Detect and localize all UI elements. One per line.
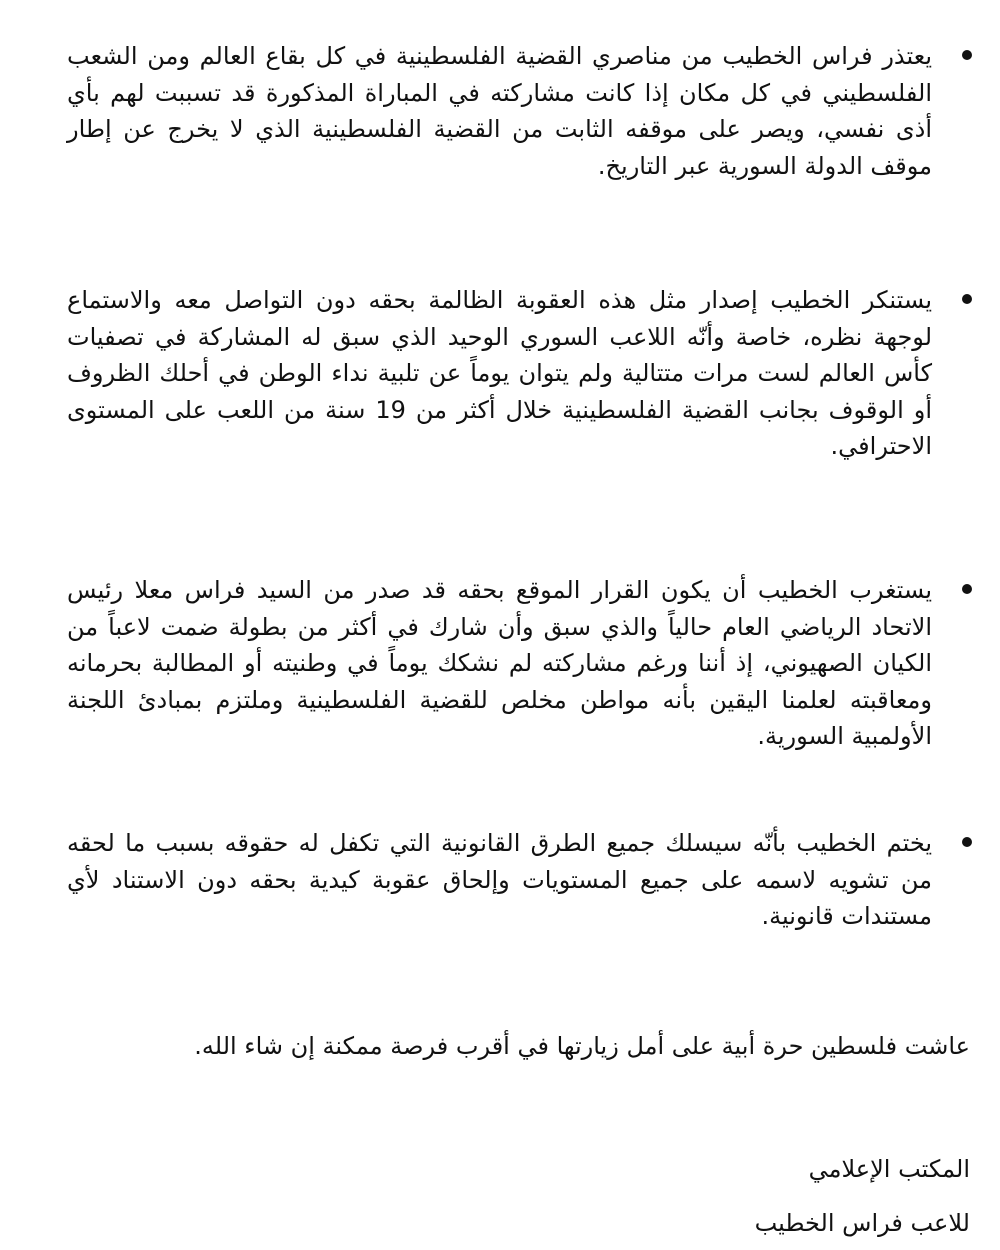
signature-office: المكتب الإعلامي bbox=[808, 1155, 970, 1183]
bullet-text: يعتذر فراس الخطيب من مناصري القضية الفلسطينية في كل بقاع العالم ومن الشعب الفلسطيني في كل مكان إذا كانت مشاركته في المباراة المذكورة قد تسببت لهم بأي أذى نفسي، ويصر على موقفه الثابت من القضية الفلسطينية الذي لا يخرج عن إطار موقف الدولة السورية عبر التاريخ. bbox=[67, 42, 932, 180]
statement-bullet-apology bbox=[67, 38, 932, 184]
bullet-dot-icon bbox=[962, 837, 972, 847]
signature-player: للاعب فراس الخطيب bbox=[754, 1209, 970, 1237]
bullet-text: يستنكر الخطيب إصدار مثل هذه العقوبة الظالمة بحقه دون التواصل معه والاستماع لوجهة نظره، خاصة وأنّه اللاعب السوري الوحيد الذي سبق له المشاركة في تصفيات كأس العالم لست مرات متتالية ولم يتوان يوماً عن تلبية نداء الوطن في أحلك الظروف أو الوقوف بجانب القضية الفلسطينية خلال أكثر من 19 سنة من اللعب على المستوى الاحترافي. bbox=[67, 286, 932, 460]
statement-bullet-legal-action bbox=[67, 825, 932, 935]
closing-line: عاشت فلسطين حرة أبية على أمل زيارتها في أقرب فرصة ممكنة إن شاء الله. bbox=[194, 1032, 970, 1060]
statement-bullet-surprise bbox=[67, 572, 932, 755]
bullet-dot-icon bbox=[962, 294, 972, 304]
statement-bullet-condemnation bbox=[67, 282, 932, 465]
bullet-dot-icon bbox=[962, 584, 972, 594]
bullet-text: يستغرب الخطيب أن يكون القرار الموقع بحقه قد صدر من السيد فراس معلا رئيس الاتحاد الرياضي العام حالياً والذي سبق وأن شارك في أكثر من بطولة ضمت لاعباً من الكيان الصهيوني، إذ أننا ورغم مشاركته لم نشكك يوماً في وطنيته أو المطالبة بحرمانه ومعاقبته لعلمنا اليقين بأنه مواطن مخلص للقضية الفلسطينية وملتزم بمبادئ اللجنة الأولمبية السورية. bbox=[67, 576, 932, 750]
bullet-text: يختم الخطيب بأنّه سيسلك جميع الطرق القانونية التي تكفل له حقوقه بسبب ما لحقه من تشويه لاسمه على جميع المستويات وإلحاق عقوبة كيدية بحقه دون الاستناد لأي مستندات قانونية. bbox=[67, 829, 932, 930]
bullet-dot-icon bbox=[962, 50, 972, 60]
